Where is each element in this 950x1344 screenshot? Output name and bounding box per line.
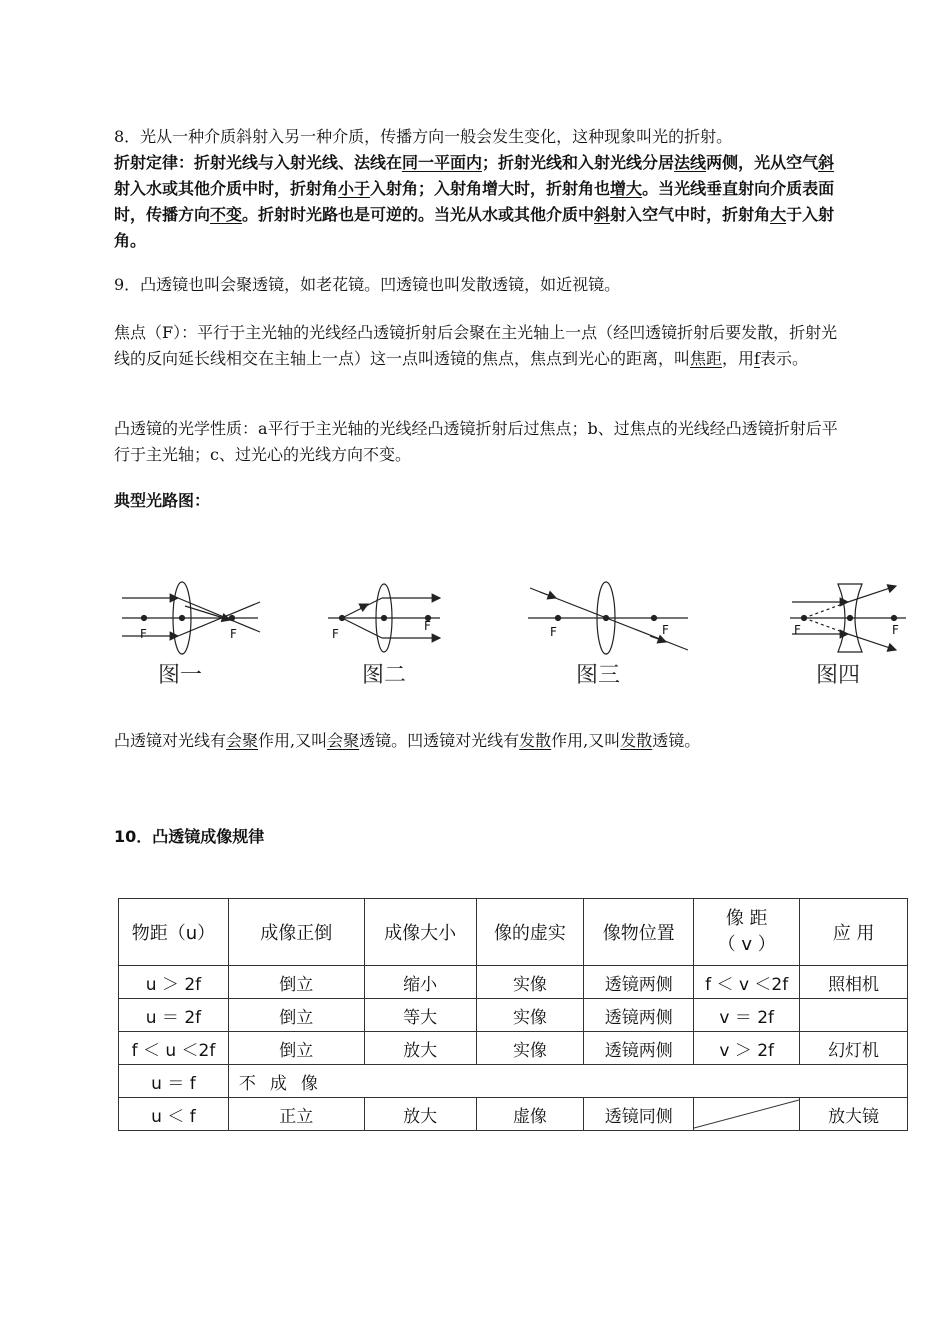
no-image-cell: 不成像 (228, 1065, 907, 1098)
figure-1-caption: 图一 (158, 663, 203, 688)
header-object-distance: 物距（u） (119, 899, 229, 966)
text-segment: 透镜。 (652, 731, 701, 750)
section8-intro: 8．光从一种介质斜射入另一种介质，传播方向一般会发生变化，这种现象叫光的折射。 (114, 127, 733, 146)
text-segment: 折射定律：折射光线与入射光线、法线在 (114, 153, 403, 172)
text-segment: 于入射角。 (114, 205, 835, 250)
table-header-row (119, 899, 908, 966)
table-cell: u ＝ 2f (119, 999, 229, 1032)
text-segment: 射入水或其他介质中时，折射角 (114, 179, 339, 198)
table-cell: 实像 (476, 966, 584, 999)
text-segment: 射入空气中时，折射角 (610, 205, 771, 224)
underlined-term: 大 (770, 205, 787, 224)
table-cell: 实像 (476, 999, 584, 1032)
table-cell: u ＜ f (119, 1098, 229, 1131)
text-segment: 。折射时光路也是可逆的。当光从水或其他介质中 (242, 205, 595, 224)
table-cell: 缩小 (364, 966, 476, 999)
figure-1-diagram (122, 582, 260, 654)
text-segment: 表示。 (759, 349, 808, 368)
table-cell: 倒立 (228, 1032, 364, 1065)
header-position: 像物位置 (584, 899, 694, 966)
underlined-term: 增大 (610, 179, 643, 198)
figure-4-caption: 图四 (816, 663, 861, 688)
table-cell: 幻灯机 (800, 1032, 908, 1065)
figure-2-focus-label-right: F (424, 619, 431, 633)
header-orientation: 成像正倒 (228, 899, 364, 966)
underlined-term: 不变 (210, 205, 243, 224)
text-segment: 焦点（F）：平行于主光轴的光线经凸透镜折射后会聚在主光轴上一点（经凹透镜折射后要发散，折射光线的反向延长线相交在主轴上一点）这一点叫透镜的焦点，焦点到光心的距离，叫 (114, 323, 838, 368)
text-segment: 作用,又叫 (551, 731, 621, 750)
table-cell: 透镜两侧 (584, 966, 694, 999)
text-segment: 入射角；入射角增大时，折射角也 (370, 179, 611, 198)
underlined-term: 会聚 (226, 731, 259, 750)
table-cell: 实像 (476, 1032, 584, 1065)
table-cell: 等大 (364, 999, 476, 1032)
section9-intro: 9．凸透镜也叫会聚透镜，如老花镜。凹透镜也叫发散透镜，如近视镜。 (114, 275, 621, 294)
underlined-term: 焦距 (690, 349, 723, 368)
underlined-term: 法线 (674, 153, 707, 172)
figure-3-diagram (528, 582, 688, 654)
diagram-title: 典型光路图： (114, 491, 211, 510)
figure-3-caption: 图三 (576, 663, 621, 688)
lens-summary (114, 728, 838, 754)
table-cell: f ＜ u ＜2f (119, 1032, 229, 1065)
table-cell: 正立 (228, 1098, 364, 1131)
focus-definition (114, 320, 838, 372)
light-path-diagrams (110, 570, 910, 700)
convex-lens-properties: 凸透镜的光学性质：a平行于主光轴的光线经凸透镜折射后过焦点；b、过焦点的光线经凸透镜折射后平行于主光轴；c、过光心的光线方向不变。 (114, 419, 838, 464)
text-segment: 透镜。凹透镜对光线有 (359, 731, 520, 750)
text-segment: ；折射光线和入射光线分居 (482, 153, 675, 172)
table-row (119, 999, 908, 1032)
underlined-term: 斜 (818, 153, 835, 172)
figure-3-focus-label-right: F (662, 623, 669, 637)
refraction-law (114, 150, 838, 254)
underlined-term: f (754, 349, 760, 368)
figure-4-diagram (790, 584, 906, 652)
figure-4-focus-label: F (794, 623, 801, 637)
figure-3-focus-label: F (550, 625, 557, 639)
header-size: 成像大小 (364, 899, 476, 966)
header-application: 应 用 (800, 899, 908, 966)
text-segment: 凸透镜对光线有 (114, 731, 227, 750)
underlined-term: 发散 (519, 731, 552, 750)
table-cell: u ＝ f (119, 1065, 229, 1098)
underlined-term: 发散 (620, 731, 653, 750)
figure-1-focus-label-right: F (230, 627, 237, 641)
table-cell: 透镜同侧 (584, 1098, 694, 1131)
table-row (119, 1098, 908, 1131)
text-segment: 作用,又叫 (258, 731, 328, 750)
table-cell: 透镜两侧 (584, 1032, 694, 1065)
table-cell: u ＞ 2f (119, 966, 229, 999)
table-cell: 虚像 (476, 1098, 584, 1131)
table-row (119, 966, 908, 999)
figure-2-diagram (328, 584, 440, 652)
table-cell (800, 999, 908, 1032)
text-segment: 两侧，光从空气 (706, 153, 819, 172)
imaging-rules-table (118, 898, 908, 1131)
text-segment: 。当光线垂直射向介质表面时，传播方向 (114, 179, 835, 224)
section10-title: 10．凸透镜成像规律 (114, 827, 265, 846)
table-cell: v ＞ 2f (694, 1032, 800, 1065)
figure-2-focus-label: F (332, 627, 339, 641)
table-cell: 倒立 (228, 999, 364, 1032)
table-cell: 放大 (364, 1098, 476, 1131)
table-cell: 倒立 (228, 966, 364, 999)
underlined-term: 斜 (594, 205, 611, 224)
header-real-virtual: 像的虚实 (476, 899, 584, 966)
table-cell: 透镜两侧 (584, 999, 694, 1032)
figure-4-focus-label-right: F (892, 623, 899, 637)
underlined-term: 小于 (338, 179, 371, 198)
table-cell: f ＜ v ＜2f (694, 966, 800, 999)
table-cell: 放大 (364, 1032, 476, 1065)
table-row (119, 1032, 908, 1065)
table-cell-crossed (694, 1098, 800, 1131)
underlined-term: 同一平面内 (402, 153, 483, 172)
header-image-distance: 像 距 （ v ） (694, 899, 800, 966)
text-segment: ，用 (722, 349, 755, 368)
table-cell: v ＝ 2f (694, 999, 800, 1032)
figure-1-focus-label: F (140, 627, 147, 641)
table-cell: 放大镜 (800, 1098, 908, 1131)
table-row (119, 1065, 908, 1098)
figure-2-caption: 图二 (362, 663, 407, 688)
table-cell: 照相机 (800, 966, 908, 999)
underlined-term: 会聚 (327, 731, 360, 750)
